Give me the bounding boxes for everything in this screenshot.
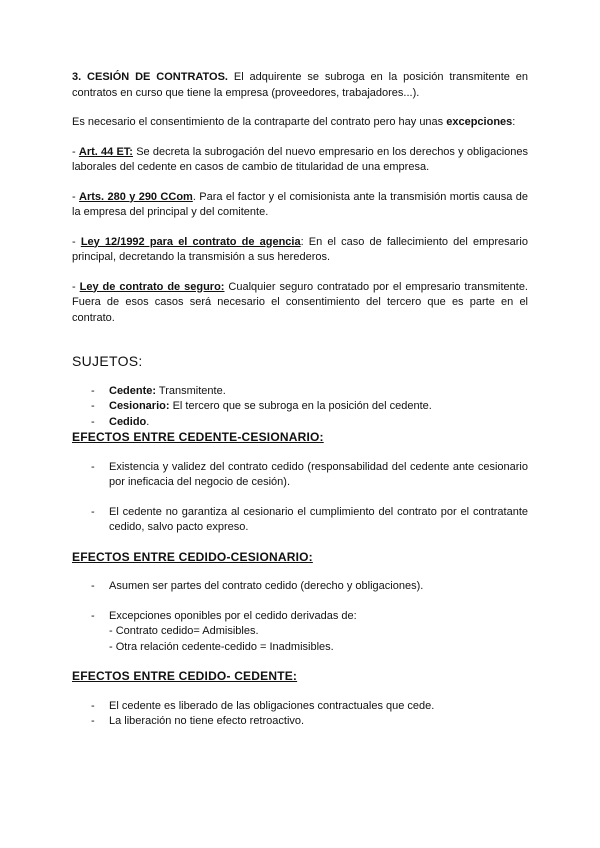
list-item bbox=[72, 579, 528, 595]
list-item-text: Existencia y validez del contrato cedido (responsabilidad del cedente ante cesionario por ineficacia del negocio de cesión). bbox=[109, 460, 528, 488]
cedente-cesionario-list bbox=[72, 460, 528, 536]
cedido-cedente-list bbox=[72, 699, 528, 730]
consent-bold: excepciones bbox=[446, 116, 513, 128]
sujetos-heading: SUJETOS: bbox=[72, 353, 143, 369]
sujeto-term: Cedente: bbox=[109, 384, 157, 397]
sujetos-list bbox=[72, 384, 528, 431]
exception-text: : En el caso de fallecimiento del empresario principal, decretando la transmisión a sus herederos. bbox=[72, 235, 528, 263]
exception-agencia bbox=[72, 235, 528, 266]
section-heading-cedido-cedente: EFECTOS ENTRE CEDIDO- CEDENTE: bbox=[72, 669, 298, 683]
list-item bbox=[72, 505, 528, 536]
sujeto-desc: . bbox=[146, 415, 150, 428]
list-item bbox=[72, 699, 528, 715]
dash-bullet: - bbox=[91, 384, 95, 397]
exception-ccom bbox=[72, 190, 528, 221]
exception-prefix: - bbox=[72, 190, 80, 203]
list-subitem: - Contrato cedido= Admisibles. bbox=[109, 625, 259, 637]
intro-heading: 3. CESIÓN DE CONTRATOS. bbox=[72, 71, 228, 83]
exception-text: Se decreta la subrogación del nuevo empresario en los derechos y obligaciones laborales del cedente en casos de cambio de titularidad de una empresa. bbox=[72, 145, 528, 173]
exception-ref: Ley de contrato de seguro: bbox=[79, 280, 225, 293]
dash-bullet: - bbox=[91, 460, 95, 473]
exception-ref: Arts. 280 y 290 CCom bbox=[79, 190, 193, 203]
sujeto-term: Cedido bbox=[109, 415, 147, 428]
sujeto-desc: El tercero que se subroga en la posición del cedente. bbox=[169, 400, 432, 412]
cedido-cesionario-list bbox=[72, 579, 528, 655]
exception-ref: Ley 12/1992 para el contrato de agencia bbox=[80, 235, 301, 248]
section-heading-cedente-cesionario: EFECTOS ENTRE CEDENTE-CESIONARIO: bbox=[72, 430, 324, 444]
dash-bullet: - bbox=[91, 609, 95, 622]
list-item-text: El cedente no garantiza al cesionario el cumplimiento del contrato por el contratante cedido, salvo pacto expreso. bbox=[109, 505, 528, 533]
intro-text: El adquirente se subroga en la posición transmitente en contratos en curso que tiene la empresa (proveedores, trabajadores...). bbox=[72, 71, 528, 99]
intro-paragraph bbox=[72, 70, 528, 101]
list-item bbox=[72, 609, 528, 656]
list-item bbox=[72, 714, 528, 730]
dash-bullet: - bbox=[91, 580, 95, 592]
list-item bbox=[72, 399, 528, 415]
exception-prefix: - bbox=[72, 235, 81, 248]
list-item bbox=[72, 384, 528, 400]
exception-text: Cualquier seguro contratado por el empresario transmitente. Fuera de esos casos será necesario el consentimiento del tercero que es parte en el contrato. bbox=[72, 280, 528, 324]
exception-ref: Art. 44 ET: bbox=[78, 145, 133, 158]
list-item-text: Asumen ser partes del contrato cedido (derecho y obligaciones). bbox=[109, 580, 424, 592]
sujeto-term: Cesionario: bbox=[109, 400, 170, 412]
section-heading-cedido-cesionario: EFECTOS ENTRE CEDIDO-CESIONARIO: bbox=[72, 549, 313, 564]
sujeto-desc: Transmitente. bbox=[156, 384, 226, 397]
exception-prefix: - bbox=[72, 280, 80, 293]
consent-text: Es necesario el consentimiento de la contraparte del contrato pero hay unas bbox=[72, 116, 447, 128]
dash-bullet: - bbox=[91, 715, 95, 727]
list-item bbox=[72, 460, 528, 491]
dash-bullet: - bbox=[91, 415, 95, 428]
exception-text: . Para el factor y el comisionista ante la transmisión mortis causa de la empresa del principal y del comitente. bbox=[72, 190, 528, 218]
exception-seguro bbox=[72, 280, 528, 327]
dash-bullet: - bbox=[91, 505, 95, 518]
consent-tail: : bbox=[512, 116, 516, 128]
list-item-text: La liberación no tiene efecto retroactivo. bbox=[109, 715, 305, 727]
list-item-text: Excepciones oponibles por el cedido derivadas de: bbox=[109, 609, 357, 622]
exception-prefix: - bbox=[72, 145, 79, 158]
exception-art44 bbox=[72, 145, 528, 176]
consent-paragraph bbox=[72, 115, 528, 131]
document-page bbox=[72, 70, 528, 730]
list-item bbox=[72, 415, 528, 431]
list-subitem: - Otra relación cedente-cedido = Inadmisibles. bbox=[109, 640, 334, 653]
dash-bullet: - bbox=[91, 400, 95, 412]
dash-bullet: - bbox=[91, 699, 95, 712]
list-item-text: El cedente es liberado de las obligaciones contractuales que cede. bbox=[109, 699, 435, 712]
